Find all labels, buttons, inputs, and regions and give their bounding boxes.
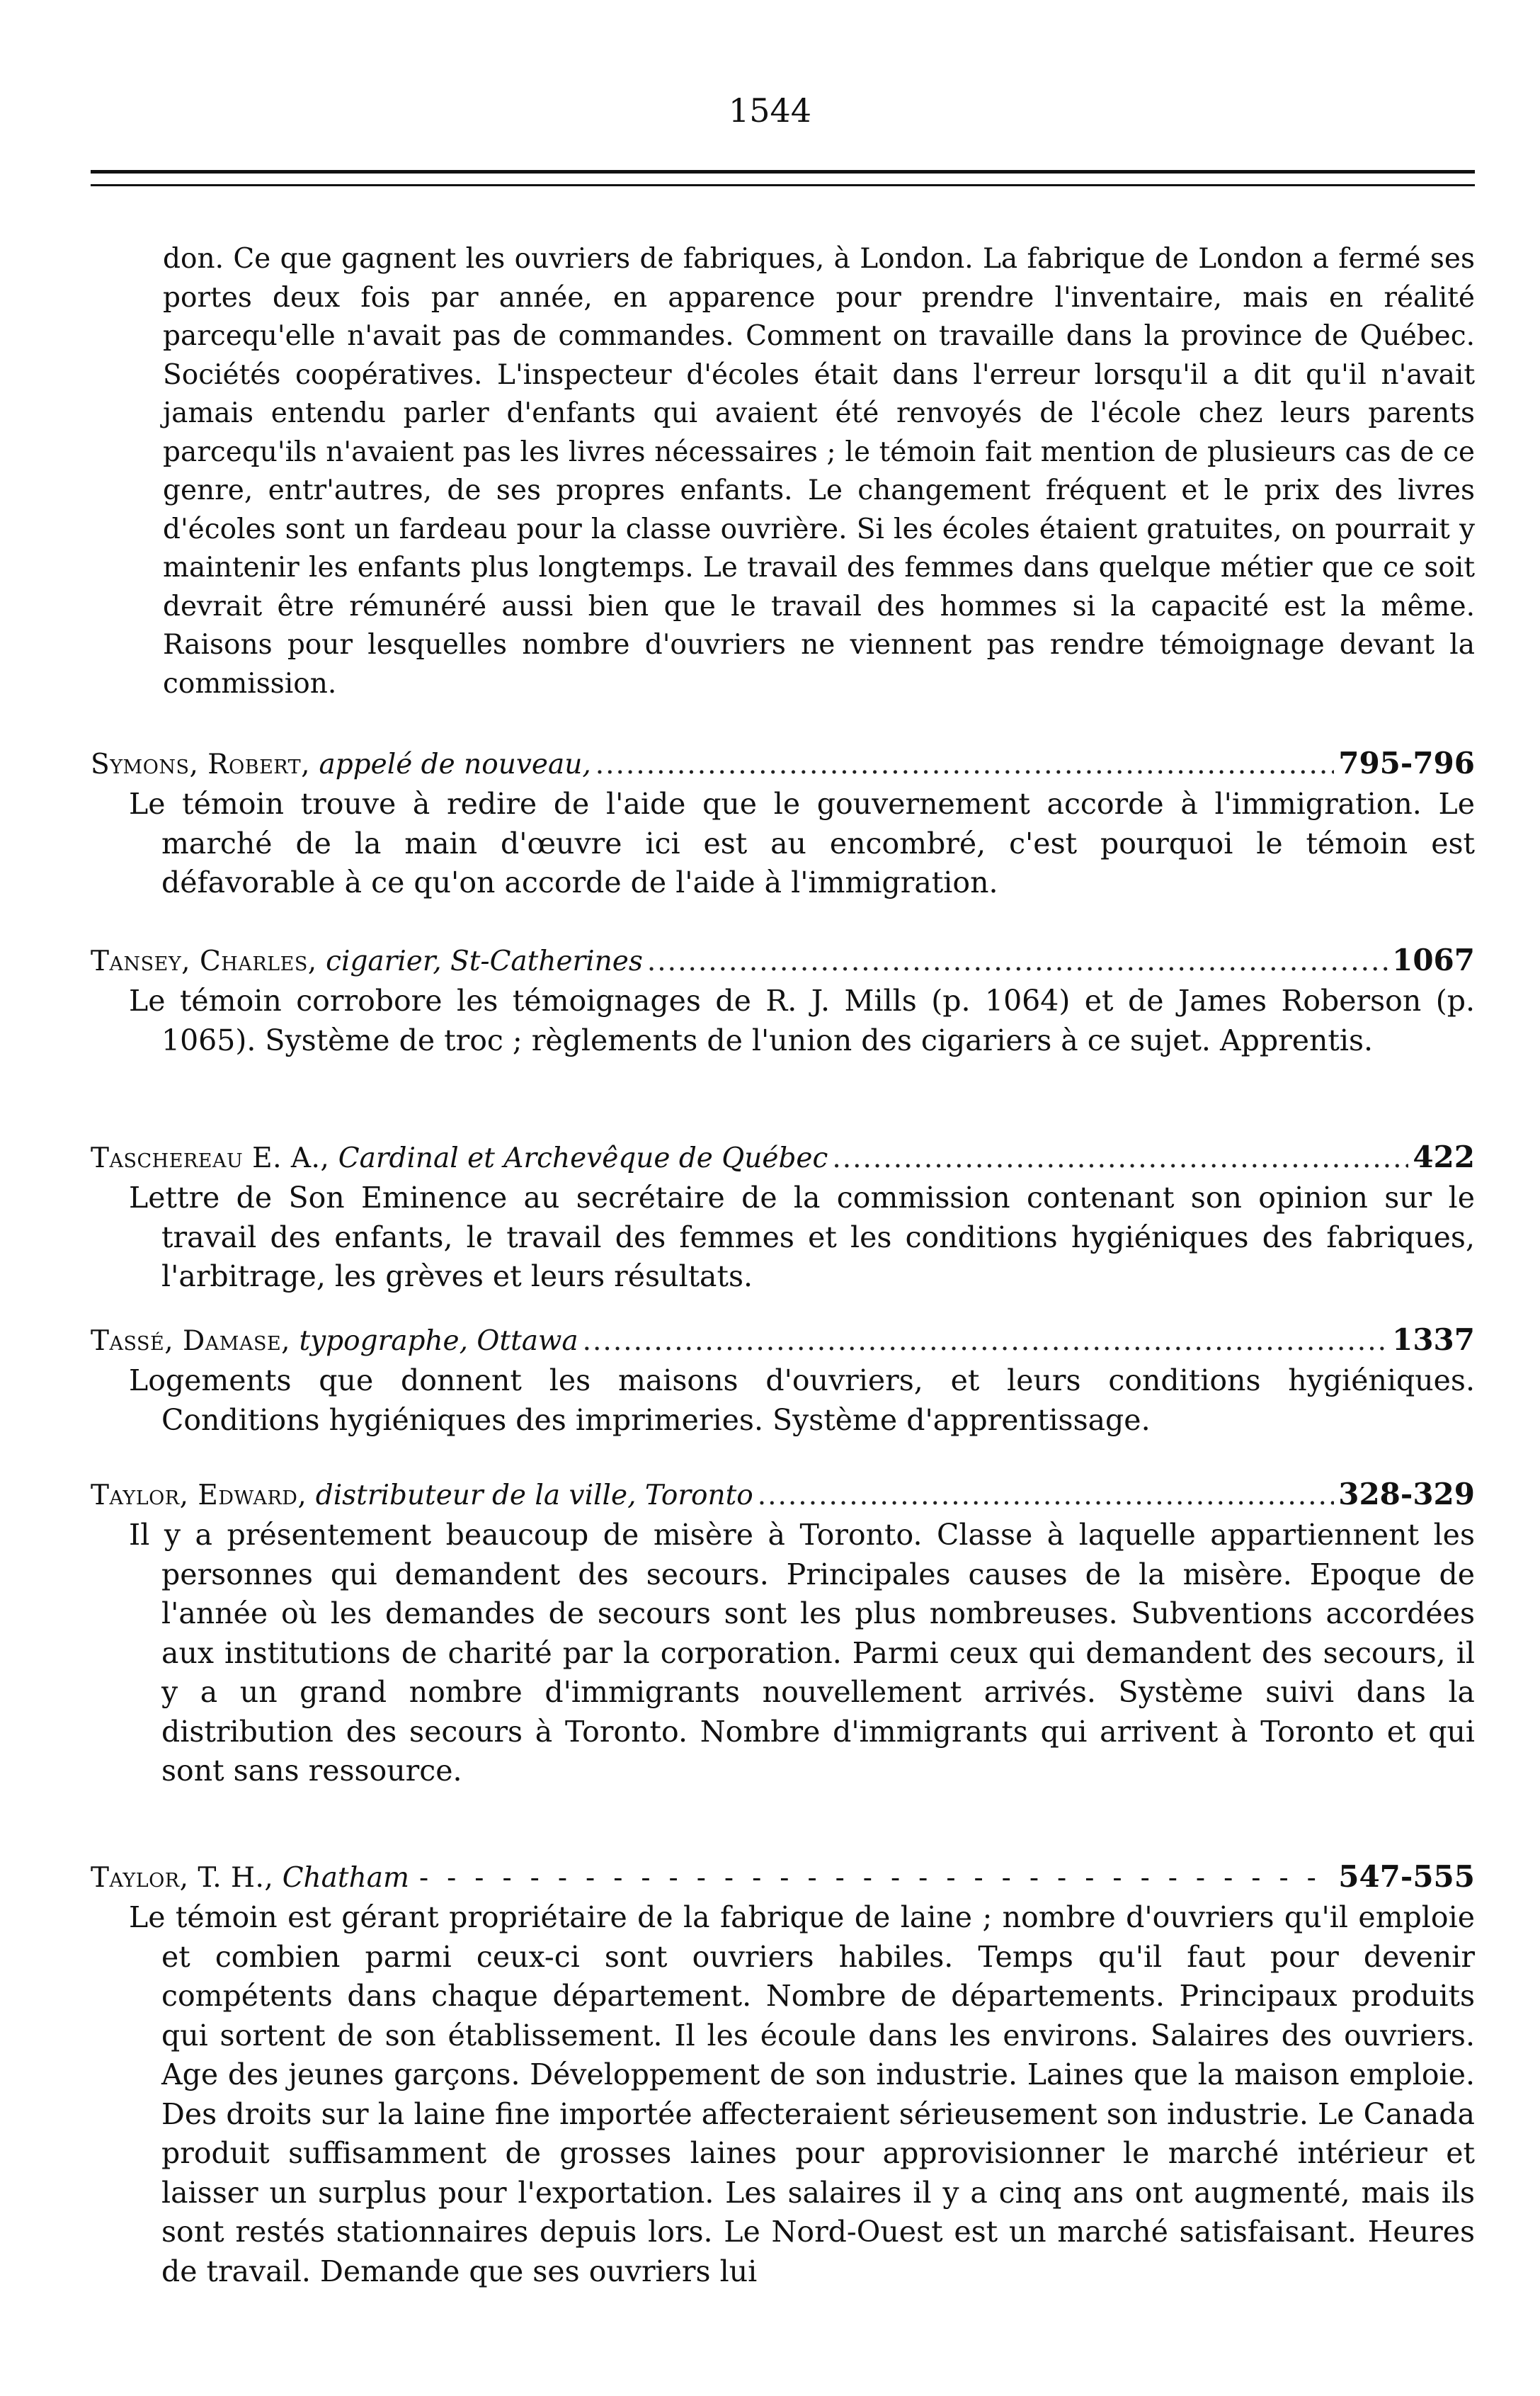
entry-summary: Le témoin corrobore les témoignages de R. J. Mills (p. 1064) et de James Roberson (p. 1065). Système de troc ; règlements de l'union des cigariers à ce sujet. Apprentis. bbox=[129, 984, 1475, 1057]
index-entry bbox=[91, 1320, 1475, 1440]
witness-name: Tassé, Damase, bbox=[91, 1325, 291, 1357]
index-entry bbox=[91, 1137, 1475, 1297]
entry-heading bbox=[91, 941, 1475, 982]
index-entry bbox=[91, 1857, 1475, 2291]
entry-heading bbox=[91, 1137, 1475, 1179]
header-rule-thin bbox=[91, 184, 1475, 186]
leader-dashes bbox=[419, 1858, 1328, 1898]
entry-summary: Logements que donnent les maisons d'ouvriers, et leurs conditions hygiéniques. Conditions hygiéniques des imprimeries. Système d'apprentissage. bbox=[129, 1363, 1475, 1437]
witness-name: Taylor, Edward, bbox=[91, 1480, 307, 1511]
witness-name: Tansey, Charles, bbox=[91, 946, 317, 977]
entry-summary: Lettre de Son Eminence au secrétaire de la commission contenant son opinion sur le travail des enfants, le travail des femmes et les conditions hygiéniques des fabriques, l'arbitrage, les grèves et leurs résultats. bbox=[129, 1181, 1475, 1293]
witness-description: appelé de nouveau, bbox=[319, 749, 591, 780]
witness-name: Taylor, T. H., bbox=[91, 1862, 274, 1894]
entry-heading bbox=[91, 1857, 1475, 1898]
witness-description: cigarier, St-Catherines bbox=[326, 946, 643, 977]
index-entry bbox=[91, 1475, 1475, 1791]
index-entry bbox=[91, 941, 1475, 1060]
page-reference: 795-796 bbox=[1338, 746, 1475, 780]
leader-dots bbox=[583, 1322, 1388, 1361]
entry-summary: Le témoin trouve à redire de l'aide que le gouvernement accorde à l'immigration. Le marché de la main d'œuvre ici est au encombré, c'est pourquoi le témoin est défavorable à ce qu'on accorde de l'aide à l'immigration. bbox=[129, 787, 1475, 899]
page-number: 1544 bbox=[728, 91, 812, 130]
page-reference: 328-329 bbox=[1338, 1477, 1475, 1511]
entry-summary: Le témoin est gérant propriétaire de la fabrique de laine ; nombre d'ouvriers qu'il emploie et combien parmi ceux-ci sont ouvriers habiles. Temps qu'il faut pour devenir compétents dans chaque département. Nombre de départements. Principaux produits qui sortent de son établissement. Il les écoule dans les environs. Salaires des ouvriers. Age des jeunes garçons. Développement de son industrie. Laines que la maison emploie. Des droits sur la laine fine importée affecteraient sérieusement son industrie. Le Canada produit suffisamment de grosses laines pour approvisionner le marché intérieur et laisser un surplus pour l'exportation. Les salaires il y a cinq ans ont augmenté, mais ils sont restés stationnaires depuis lors. Le Nord-Ouest est un marché satisfaisant. Heures de travail. Demande que ses ouvriers lui bbox=[129, 1900, 1475, 2288]
leader-dots bbox=[832, 1139, 1408, 1179]
leader-dots bbox=[647, 942, 1388, 982]
entry-heading bbox=[91, 744, 1475, 785]
witness-name: Symons, Robert, bbox=[91, 749, 311, 780]
witness-description: typographe, Ottawa bbox=[299, 1325, 578, 1357]
header-rule bbox=[91, 170, 1475, 174]
entry-heading bbox=[91, 1475, 1475, 1516]
witness-description: distributeur de la ville, Toronto bbox=[315, 1480, 753, 1511]
witness-description: Cardinal et Archevêque de Québec bbox=[338, 1142, 828, 1174]
page-reference: 1067 bbox=[1392, 943, 1475, 977]
witness-description: Chatham bbox=[282, 1862, 409, 1894]
page-reference: 1337 bbox=[1392, 1322, 1475, 1357]
page-reference: 422 bbox=[1413, 1140, 1475, 1174]
index-entry bbox=[91, 744, 1475, 903]
entry-heading bbox=[91, 1320, 1475, 1361]
continued-paragraph: don. Ce que gagnent les ouvriers de fabriques, à London. La fabrique de London a fermé ses portes deux fois par année, en apparence pour prendre l'inventaire, mais en réalité parcequ'elle n'avait pas de commandes. Comment on travaille dans la province de Québec. Sociétés coopératives. L'inspecteur d'écoles était dans l'erreur lorsqu'il a dit qu'il n'avait jamais entendu parler d'enfants qui avaient été renvoyés de l'école chez leurs parents parcequ'ils n'avaient pas les livres nécessaires ; le témoin fait mention de plusieurs cas de ce genre, entr'autres, de ses propres enfants. Le changement fréquent et le prix des livres d'écoles sont un fardeau pour la classe ouvrière. Si les écoles étaient gratuites, on pourrait y maintenir les enfants plus longtemps. Le travail des femmes dans quelque métier que ce soit devrait être rémunéré aussi bien que le travail des hommes si la capacité est la même. Raisons pour lesquelles nombre d'ouvriers ne viennent pas rendre témoignage devant la commission. bbox=[163, 243, 1475, 700]
witness-name: Taschereau E. A., bbox=[91, 1142, 330, 1174]
leader-dots bbox=[595, 745, 1335, 785]
page-reference: 547-555 bbox=[1338, 1859, 1475, 1894]
leader-dots bbox=[758, 1476, 1335, 1516]
entry-summary: Il y a présentement beaucoup de misère à Toronto. Classe à laquelle appartiennent les personnes qui demandent des secours. Principales causes de la misère. Epoque de l'année où les demandes de secours sont les plus nombreuses. Subventions accordées aux institutions de charité par la corporation. Parmi ceux qui demandent des secours, il y a un grand nombre d'immigrants nouvellement arrivés. Système suivi dans la distribution des secours à Toronto. Nombre d'immigrants qui arrivent à Toronto et qui sont sans ressource. bbox=[129, 1518, 1475, 1788]
